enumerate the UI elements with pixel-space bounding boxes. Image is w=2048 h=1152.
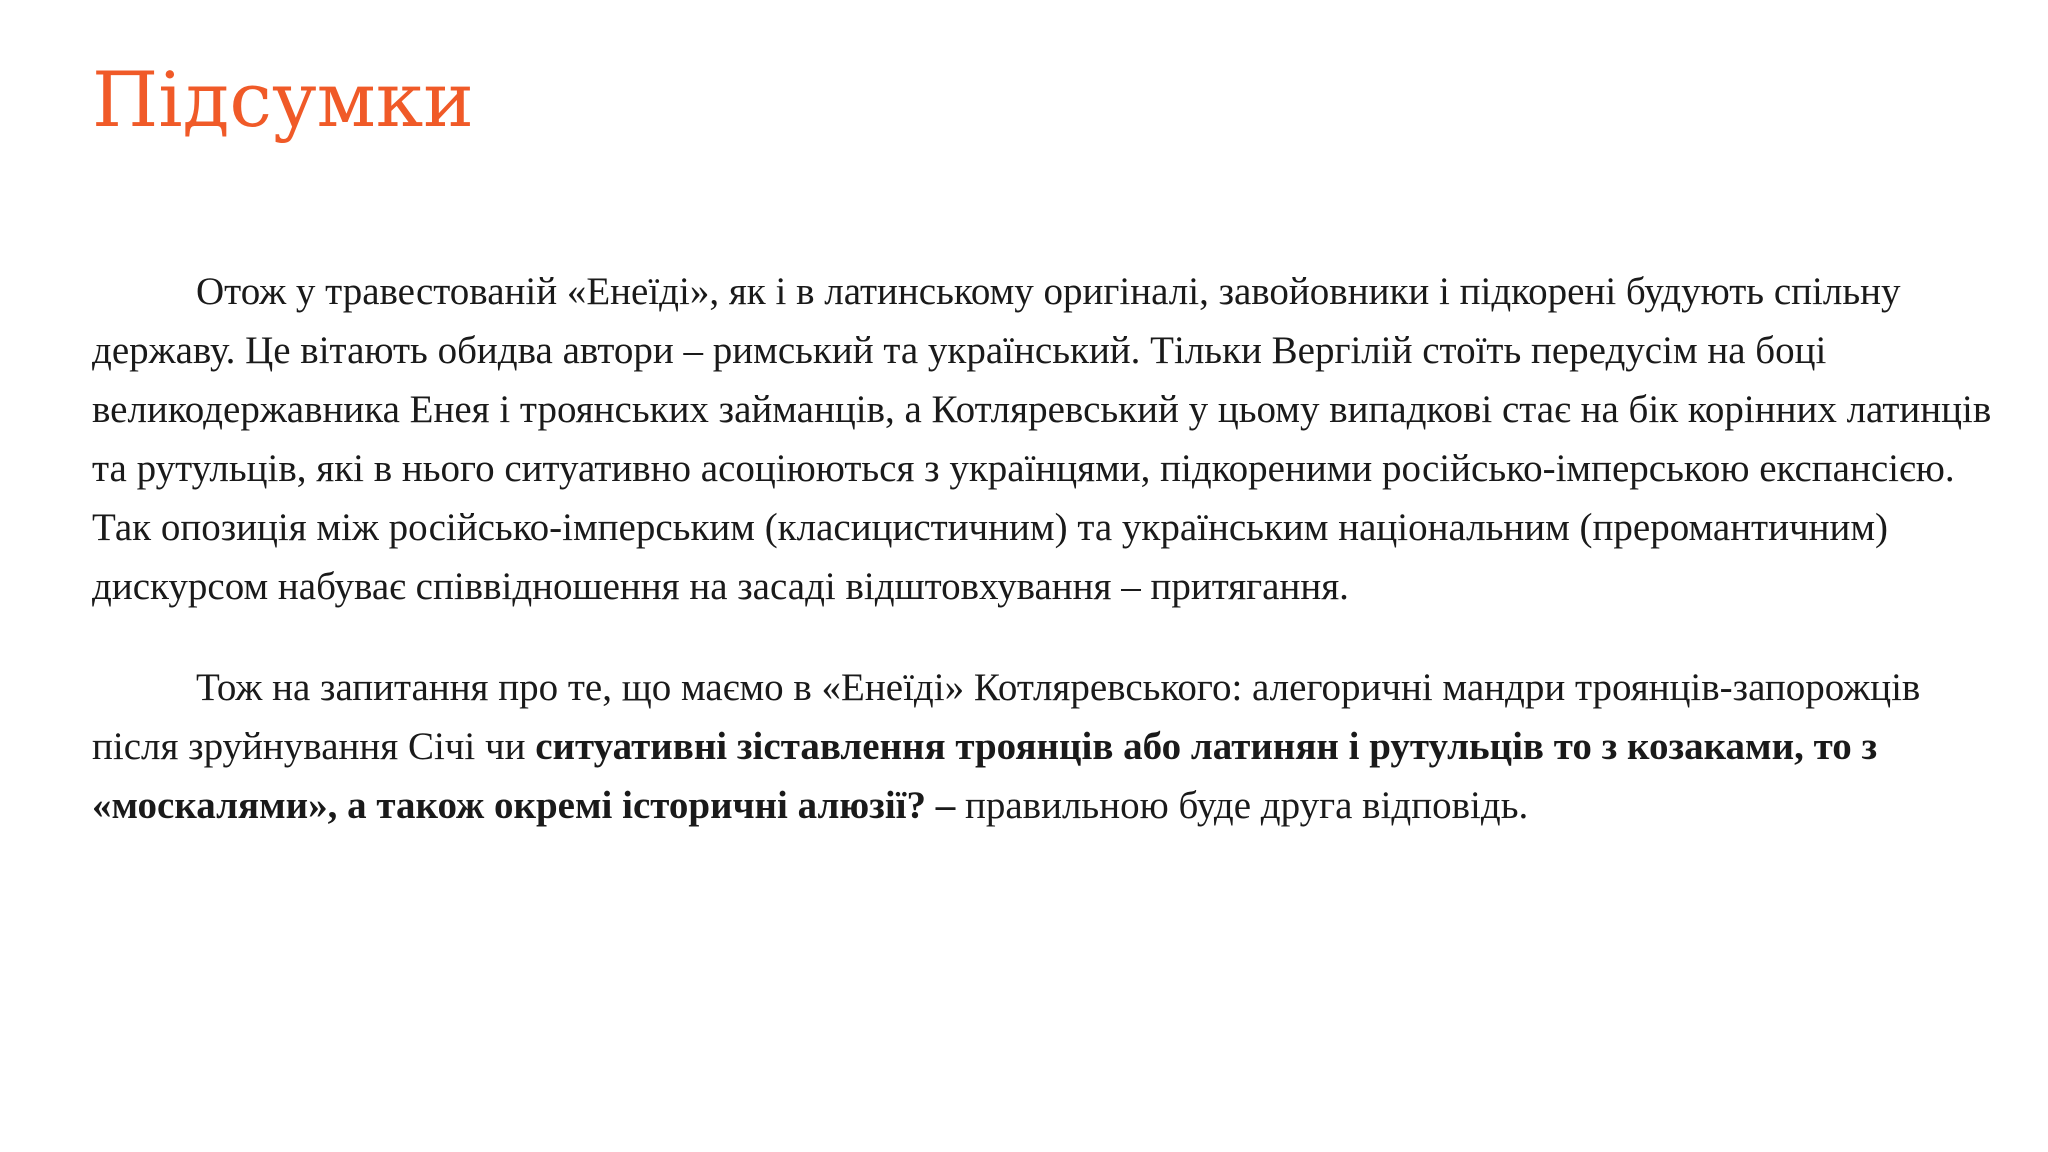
paragraph-question-end: правильною буде друга відповідь.: [955, 784, 1529, 827]
slide-title: Підсумки: [92, 55, 474, 144]
paragraph-question-intro: Тож на запитання про те, що маємо в «Енеїді» Котляревського: алегоричні мандри троянців-запорожців після зруйнування Січі чи: [92, 666, 1921, 768]
paragraph-question: [92, 658, 1992, 835]
paragraph-summary: Отож у травестованій «Енеїді», як і в латинському оригіналі, завойовники і підкорені будують спільну державу. Це вітають обидва автори – римський та український. Тільки Вергілій стоїть передусім на боці великодержавника Енея і троянських займанців, а Котляревський у цьому випадкові стає на бік корінних латинців та рутульців, які в нього ситуативно асоціюються з українцями, підкореними російсько-імперською експансією. Так опозиція між російсько-імперським (класицистичним) та українським національним (преромантичним) дискурсом набуває співвідношення на засаді відштовхування – притягання.: [92, 270, 1992, 608]
paragraph-question-bold: ситуативні зіставлення троянців або латинян і рутульців то з козаками, то з «москалями», а також окремі історичні алюзії? –: [92, 725, 1878, 827]
slide-body: [92, 262, 1992, 835]
